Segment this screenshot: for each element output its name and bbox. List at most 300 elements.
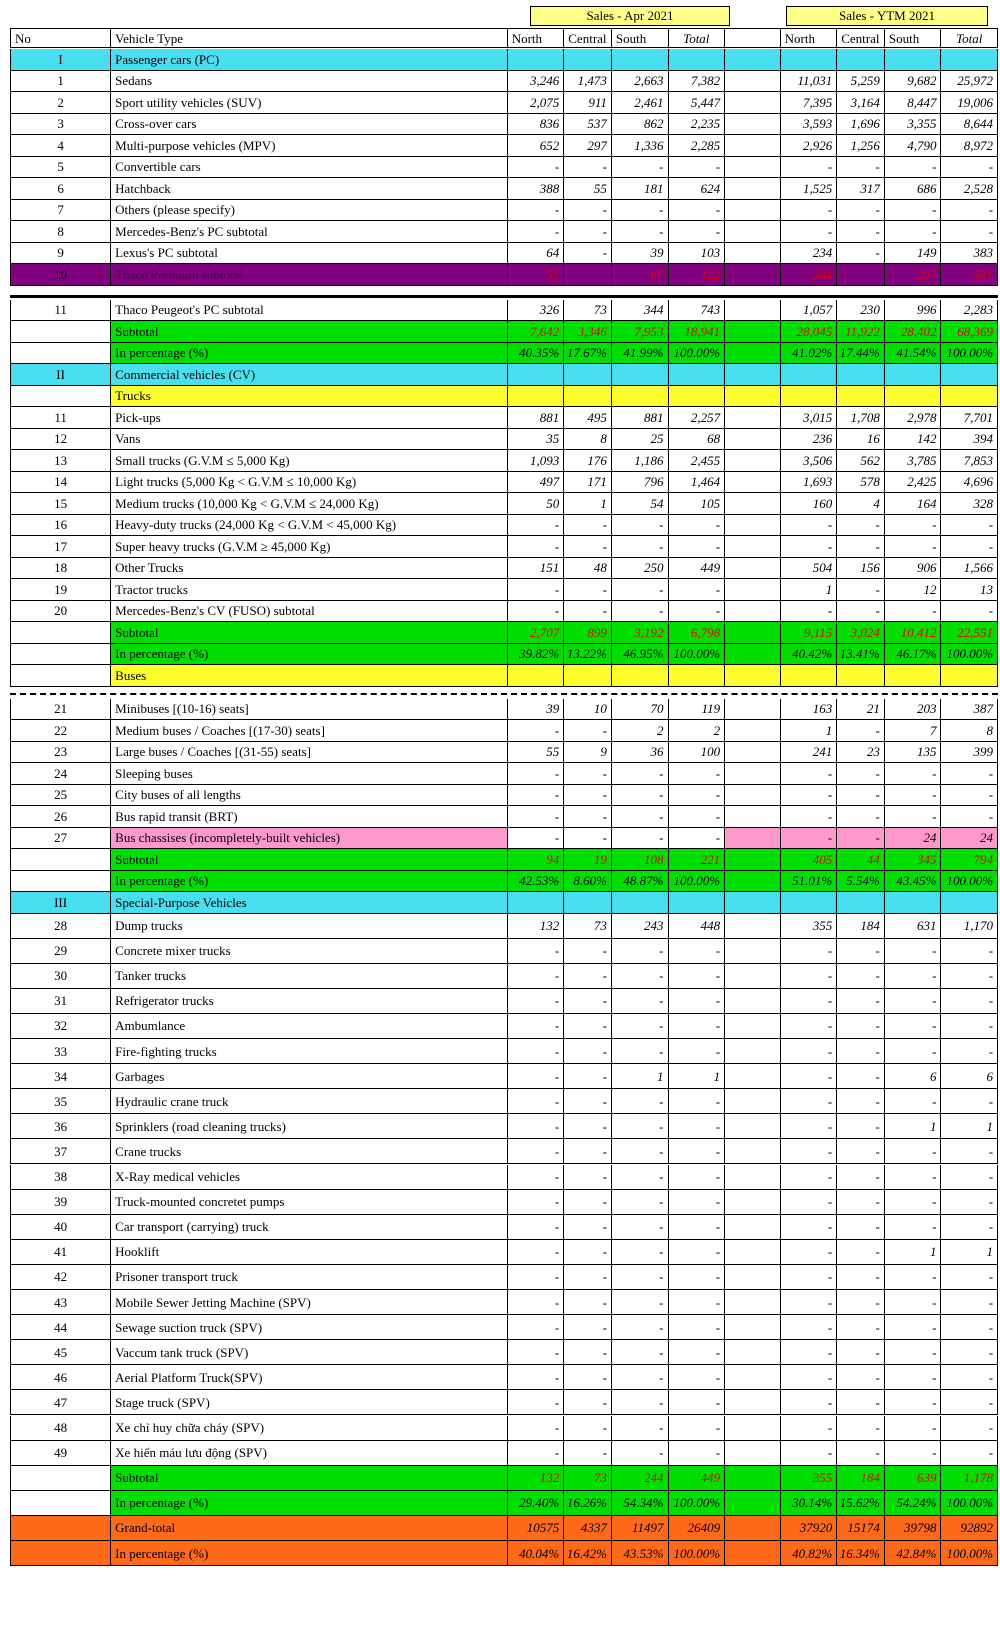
apr-south-value: - <box>612 1240 669 1264</box>
apr-total-value: - <box>669 536 726 557</box>
apr-total-value <box>669 665 726 686</box>
apr-north-value: 497 <box>508 472 565 493</box>
ytm-central-value: 317 <box>837 178 885 199</box>
apr-central-value: 73 <box>564 914 612 938</box>
spacer <box>725 1416 781 1440</box>
apr-south-value: 11497 <box>612 1516 669 1540</box>
ytm-south-value <box>885 49 942 70</box>
ytm-south-value: - <box>885 1365 942 1389</box>
apr-total-value: 5,447 <box>669 92 726 113</box>
ytm-north-value: - <box>781 989 838 1013</box>
header-group-ytm: Sales - YTM 2021 <box>786 6 988 26</box>
ytm-central-value: - <box>837 1014 885 1038</box>
table-row <box>10 178 998 200</box>
ytm-south-value: 686 <box>885 178 942 199</box>
ytm-south-value: - <box>885 964 942 988</box>
apr-central-value: - <box>564 1064 612 1088</box>
vehicle-type-label: City buses of all lengths <box>111 785 508 806</box>
ytm-south-value: - <box>885 1215 942 1239</box>
ytm-north-value: - <box>781 1441 838 1465</box>
ytm-total-value: 7,701 <box>941 407 998 428</box>
spacer <box>725 806 781 827</box>
ytm-south-value: 6 <box>885 1064 942 1088</box>
apr-north-value: - <box>508 939 565 963</box>
apr-total-value: 119 <box>669 699 726 720</box>
ytm-total-value: 8,644 <box>941 114 998 135</box>
apr-central-value <box>564 386 612 407</box>
row-number: 29 <box>10 939 111 963</box>
apr-central-value: - <box>564 1089 612 1113</box>
apr-north-value: - <box>508 1165 565 1189</box>
spacer <box>725 450 781 471</box>
table-row <box>10 828 998 850</box>
table-row <box>10 763 998 785</box>
apr-north-value: 132 <box>508 1466 565 1490</box>
ytm-south-value: 164 <box>885 493 942 514</box>
ytm-north-value: - <box>781 200 838 221</box>
ytm-total-value: - <box>941 806 998 827</box>
ytm-south-value: - <box>885 1139 942 1163</box>
vehicle-type-label: Commercial vehicles (CV) <box>111 364 508 385</box>
apr-south-value: - <box>612 828 669 849</box>
row-number: 16 <box>10 515 111 536</box>
vehicle-type-label: Truck-mounted concretet pumps <box>111 1190 508 1214</box>
spacer <box>725 558 781 579</box>
row-number: 27 <box>10 828 111 849</box>
ytm-north-value: - <box>781 1240 838 1264</box>
apr-central-value: 8.60% <box>564 871 612 892</box>
vehicle-type-label: Small trucks (G.V.M ≤ 5,000 Kg) <box>111 450 508 471</box>
table-row <box>10 785 998 807</box>
row-number: 24 <box>10 763 111 784</box>
ytm-south-value: 28,402 <box>885 321 942 342</box>
spacer <box>725 720 781 741</box>
vehicle-type-label: Passenger cars (PC) <box>111 49 508 70</box>
table-row <box>10 343 998 365</box>
ytm-south-value: 41.54% <box>885 343 942 364</box>
apr-total-value: - <box>669 1014 726 1038</box>
apr-north-value: - <box>508 1139 565 1163</box>
ytm-north-value: 163 <box>781 699 838 720</box>
apr-south-value: 243 <box>612 914 669 938</box>
apr-central-value: 297 <box>564 135 612 156</box>
table-row <box>10 720 998 742</box>
ytm-north-value: - <box>781 1014 838 1038</box>
spacer <box>725 1390 781 1414</box>
row-number: 15 <box>10 493 111 514</box>
apr-south-value: - <box>612 1139 669 1163</box>
ytm-north-value: - <box>781 157 838 178</box>
apr-north-value: 42.53% <box>508 871 565 892</box>
apr-central-value: 48 <box>564 558 612 579</box>
apr-total-value: 100.00% <box>669 1491 726 1515</box>
apr-north-value: - <box>508 1114 565 1138</box>
apr-north-value: - <box>508 1290 565 1314</box>
spacer <box>725 1441 781 1465</box>
apr-north-value: 29.40% <box>508 1491 565 1515</box>
apr-north-value: 40.35% <box>508 343 565 364</box>
apr-north-value: - <box>508 1190 565 1214</box>
apr-south-value: - <box>612 806 669 827</box>
ytm-north-value: 3,506 <box>781 450 838 471</box>
table-row <box>10 892 998 914</box>
apr-central-value: - <box>564 1365 612 1389</box>
vehicle-type-label: Sewage suction truck (SPV) <box>111 1315 508 1339</box>
table-row <box>10 364 998 386</box>
ytm-total-value <box>941 665 998 686</box>
apr-south-value: - <box>612 601 669 622</box>
ytm-north-value: - <box>781 964 838 988</box>
apr-total-value: 100.00% <box>669 1541 726 1565</box>
ytm-central-value <box>837 892 885 913</box>
ytm-central-value: - <box>837 1139 885 1163</box>
apr-central-value: 16.26% <box>564 1491 612 1515</box>
apr-north-value: 55 <box>508 264 565 285</box>
row-number: 32 <box>10 1014 111 1038</box>
apr-south-value: 244 <box>612 1466 669 1490</box>
spacer <box>725 1290 781 1314</box>
header-ytm-total: Total <box>941 29 998 47</box>
row-number: 13 <box>10 450 111 471</box>
apr-total-value: 2,455 <box>669 450 726 471</box>
spacer <box>725 1365 781 1389</box>
ytm-total-value: 1 <box>941 1114 998 1138</box>
ytm-north-value: - <box>781 785 838 806</box>
spacer <box>725 892 781 913</box>
apr-central-value: - <box>564 1215 612 1239</box>
ytm-central-value: - <box>837 243 885 264</box>
apr-north-value: - <box>508 1441 565 1465</box>
apr-north-value: 40.04% <box>508 1541 565 1565</box>
apr-total-value: 624 <box>669 178 726 199</box>
ytm-south-value: - <box>885 157 942 178</box>
ytm-south-value: 4,790 <box>885 135 942 156</box>
apr-north-value: - <box>508 601 565 622</box>
ytm-total-value: - <box>941 1390 998 1414</box>
vehicle-type-label: Bus chassises (incompletely-built vehicles) <box>111 828 508 849</box>
apr-central-value: - <box>564 785 612 806</box>
ytm-total-value: 100.00% <box>941 1541 998 1565</box>
apr-south-value: - <box>612 1390 669 1414</box>
apr-south-value: - <box>612 1290 669 1314</box>
table-row <box>10 1541 998 1566</box>
ytm-central-value: - <box>837 785 885 806</box>
apr-total-value: - <box>669 1365 726 1389</box>
apr-total-value: 100.00% <box>669 871 726 892</box>
ytm-north-value: 9,115 <box>781 622 838 643</box>
ytm-central-value: 156 <box>837 558 885 579</box>
ytm-south-value: - <box>885 763 942 784</box>
apr-north-value: 2,707 <box>508 622 565 643</box>
row-number <box>10 665 111 686</box>
ytm-central-value: 3,164 <box>837 92 885 113</box>
apr-north-value: - <box>508 1039 565 1063</box>
apr-total-value: - <box>669 221 726 242</box>
row-number: 1 <box>10 71 111 92</box>
apr-north-value: 151 <box>508 558 565 579</box>
row-number: 26 <box>10 806 111 827</box>
ytm-central-value: - <box>837 1089 885 1113</box>
apr-north-value: 652 <box>508 135 565 156</box>
ytm-central-value: - <box>837 579 885 600</box>
ytm-north-value: 405 <box>781 849 838 870</box>
table-row <box>10 939 998 964</box>
ytm-central-value: 15174 <box>837 1516 885 1540</box>
apr-south-value: - <box>612 1215 669 1239</box>
ytm-south-value: 203 <box>885 699 942 720</box>
apr-south-value <box>612 665 669 686</box>
ytm-north-value: 1,057 <box>781 300 838 321</box>
spacer <box>725 1240 781 1264</box>
ytm-total-value: 22,551 <box>941 622 998 643</box>
ytm-north-value: 3,015 <box>781 407 838 428</box>
ytm-total-value: 25,972 <box>941 71 998 92</box>
row-number <box>10 644 111 665</box>
table-row <box>10 1441 998 1466</box>
apr-south-value <box>612 386 669 407</box>
table-row <box>10 964 998 989</box>
ytm-south-value: - <box>885 601 942 622</box>
spacer <box>725 264 781 285</box>
ytm-total-value: 8,972 <box>941 135 998 156</box>
apr-central-value: 171 <box>564 472 612 493</box>
apr-south-value: - <box>612 1265 669 1289</box>
ytm-central-value: - <box>837 1265 885 1289</box>
apr-south-value: - <box>612 1089 669 1113</box>
apr-south-value: 46.95% <box>612 644 669 665</box>
spacer <box>725 601 781 622</box>
spacer <box>725 1491 781 1515</box>
ytm-central-value: 230 <box>837 300 885 321</box>
ytm-south-value: - <box>885 1441 942 1465</box>
ytm-total-value: 13 <box>941 579 998 600</box>
header-ytm-south: South <box>885 29 942 47</box>
vehicle-type-label: Lexus's PC subtotal <box>111 243 508 264</box>
ytm-north-value: - <box>781 1190 838 1214</box>
ytm-north-value: 28,045 <box>781 321 838 342</box>
apr-central-value: - <box>564 601 612 622</box>
ytm-total-value: - <box>941 515 998 536</box>
vehicle-type-label: Hatchback <box>111 178 508 199</box>
column-header-row <box>10 28 998 48</box>
ytm-central-value: - <box>837 515 885 536</box>
spacer <box>725 200 781 221</box>
ytm-total-value: 100.00% <box>941 343 998 364</box>
spacer <box>725 1265 781 1289</box>
apr-central-value: - <box>564 1114 612 1138</box>
ytm-total-value: - <box>941 1215 998 1239</box>
spacer <box>725 1340 781 1364</box>
ytm-north-value: 1,693 <box>781 472 838 493</box>
ytm-central-value: - <box>837 720 885 741</box>
apr-central-value: 899 <box>564 622 612 643</box>
spacer <box>725 1014 781 1038</box>
apr-south-value: - <box>612 1190 669 1214</box>
spacer <box>725 71 781 92</box>
ytm-north-value: 355 <box>781 914 838 938</box>
ytm-central-value: - <box>837 1064 885 1088</box>
apr-central-value: - <box>564 1416 612 1440</box>
apr-north-value: 94 <box>508 849 565 870</box>
ytm-central-value: 1,256 <box>837 135 885 156</box>
ytm-north-value: - <box>781 515 838 536</box>
spacer <box>725 871 781 892</box>
apr-north-value <box>508 892 565 913</box>
row-number <box>10 622 111 643</box>
row-number: 44 <box>10 1315 111 1339</box>
vehicle-type-label: Subtotal <box>111 622 508 643</box>
spacer <box>725 536 781 557</box>
ytm-south-value: 39798 <box>885 1516 942 1540</box>
table-row <box>10 1190 998 1215</box>
ytm-south-value <box>885 386 942 407</box>
vehicle-type-label: Convertible cars <box>111 157 508 178</box>
ytm-south-value: - <box>885 200 942 221</box>
ytm-total-value: 1,178 <box>941 1466 998 1490</box>
row-number: 8 <box>10 221 111 242</box>
apr-total-value: - <box>669 1215 726 1239</box>
ytm-central-value: 44 <box>837 849 885 870</box>
row-number: 18 <box>10 558 111 579</box>
apr-south-value: - <box>612 1014 669 1038</box>
spacer <box>725 939 781 963</box>
apr-total-value <box>669 386 726 407</box>
row-number: 22 <box>10 720 111 741</box>
ytm-total-value: - <box>941 763 998 784</box>
row-number: 4 <box>10 135 111 156</box>
spacer <box>725 964 781 988</box>
ytm-central-value: 562 <box>837 450 885 471</box>
apr-south-value: 54 <box>612 493 669 514</box>
apr-south-value <box>612 364 669 385</box>
row-number <box>10 321 111 342</box>
spacer <box>725 364 781 385</box>
ytm-total-value: - <box>941 1290 998 1314</box>
apr-total-value: 7,382 <box>669 71 726 92</box>
apr-north-value: - <box>508 828 565 849</box>
apr-central-value <box>564 892 612 913</box>
apr-central-value: - <box>564 939 612 963</box>
table-row <box>10 49 998 71</box>
ytm-central-value: - <box>837 1190 885 1214</box>
spacer <box>725 1139 781 1163</box>
apr-south-value: 181 <box>612 178 669 199</box>
ytm-north-value: - <box>781 1390 838 1414</box>
row-number: 43 <box>10 1290 111 1314</box>
apr-north-value: - <box>508 785 565 806</box>
ytm-north-value <box>781 364 838 385</box>
vehicle-type-label: Sprinklers (road cleaning trucks) <box>111 1114 508 1138</box>
ytm-central-value: - <box>837 1215 885 1239</box>
spacer <box>725 644 781 665</box>
apr-south-value: 2 <box>612 720 669 741</box>
ytm-central-value <box>837 665 885 686</box>
table-row <box>10 1390 998 1415</box>
table-row <box>10 135 998 157</box>
spacer <box>725 135 781 156</box>
spacer <box>725 300 781 321</box>
ytm-south-value: - <box>885 1089 942 1113</box>
ytm-south-value: - <box>885 1340 942 1364</box>
spacer <box>725 472 781 493</box>
apr-central-value: - <box>564 1441 612 1465</box>
apr-central-value: - <box>564 1265 612 1289</box>
vehicle-type-label: Thaco Peugeot's PC subtotal <box>111 300 508 321</box>
apr-total-value: 448 <box>669 914 726 938</box>
spacer <box>725 1165 781 1189</box>
apr-central-value: - <box>564 536 612 557</box>
apr-north-value: 3,246 <box>508 71 565 92</box>
table-row <box>10 493 998 515</box>
ytm-south-value: - <box>885 1014 942 1038</box>
apr-central-value: 19 <box>564 849 612 870</box>
ytm-south-value: - <box>885 1290 942 1314</box>
table-row <box>10 665 998 687</box>
row-number: 25 <box>10 785 111 806</box>
vehicle-type-label: Other Trucks <box>111 558 508 579</box>
ytm-south-value: 149 <box>885 243 942 264</box>
apr-total-value: 2,257 <box>669 407 726 428</box>
table-row <box>10 871 998 893</box>
table-row <box>10 601 998 623</box>
ytm-south-value: - <box>885 536 942 557</box>
ytm-total-value: - <box>941 1190 998 1214</box>
ytm-total-value: 794 <box>941 849 998 870</box>
table-row <box>10 1240 998 1265</box>
vehicle-type-label: In percentage (%) <box>111 1541 508 1565</box>
apr-north-value: - <box>508 1340 565 1364</box>
vehicle-type-label: Stage truck (SPV) <box>111 1390 508 1414</box>
vehicle-type-label: Trucks <box>111 386 508 407</box>
ytm-total-value: - <box>941 1039 998 1063</box>
ytm-south-value: 639 <box>885 1466 942 1490</box>
ytm-total-value: - <box>941 601 998 622</box>
vehicle-type-label: X-Ray medical vehicles <box>111 1165 508 1189</box>
apr-central-value: - <box>564 157 612 178</box>
ytm-south-value: - <box>885 1416 942 1440</box>
ytm-south-value: 46.17% <box>885 644 942 665</box>
ytm-south-value: 1 <box>885 1240 942 1264</box>
spacer <box>725 343 781 364</box>
apr-south-value: 39 <box>612 243 669 264</box>
ytm-total-value: 383 <box>941 243 998 264</box>
vehicle-type-label: Car transport (carrying) truck <box>111 1215 508 1239</box>
ytm-central-value: - <box>837 1365 885 1389</box>
apr-total-value: 1 <box>669 1064 726 1088</box>
apr-total-value: - <box>669 515 726 536</box>
apr-south-value: 1,336 <box>612 135 669 156</box>
row-number <box>10 1491 111 1515</box>
spacer <box>725 1466 781 1490</box>
apr-north-value: 881 <box>508 407 565 428</box>
ytm-total-value <box>941 892 998 913</box>
vehicle-type-label: In percentage (%) <box>111 871 508 892</box>
ytm-north-value: 241 <box>781 742 838 763</box>
spacer <box>725 407 781 428</box>
vehicle-type-label: Ambumlance <box>111 1014 508 1038</box>
ytm-total-value: - <box>941 1340 998 1364</box>
row-number: 21 <box>10 699 111 720</box>
apr-central-value: - <box>564 763 612 784</box>
apr-central-value: 537 <box>564 114 612 135</box>
vehicle-type-label: Sport utility vehicles (SUV) <box>111 92 508 113</box>
apr-south-value: - <box>612 515 669 536</box>
apr-total-value: - <box>669 1441 726 1465</box>
ytm-north-value: - <box>781 1064 838 1088</box>
table-row <box>10 321 998 343</box>
apr-south-value: 54.34% <box>612 1491 669 1515</box>
vehicle-type-label: Buses <box>111 665 508 686</box>
